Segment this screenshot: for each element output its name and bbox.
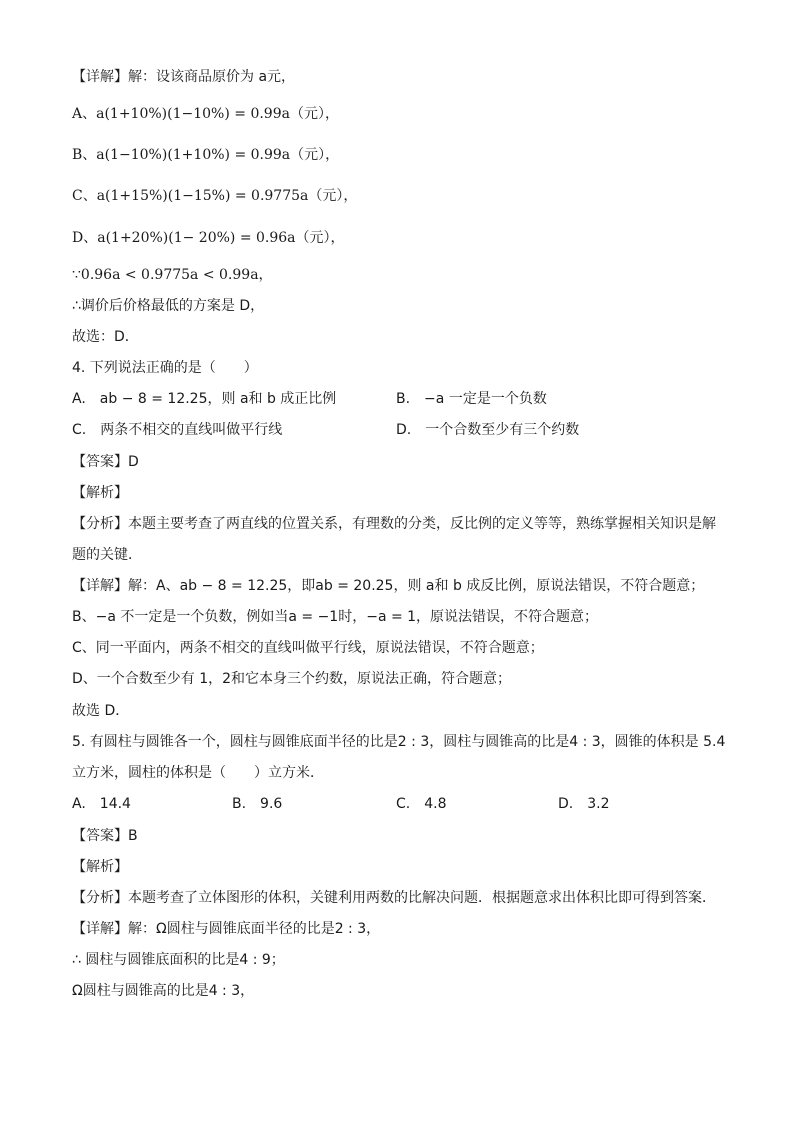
q5-answer: 【答案】B — [72, 828, 138, 844]
q4-answer: 【答案】D — [72, 454, 139, 470]
question-4-stem: 4. 下列说法正确的是（ ） — [72, 360, 258, 376]
calc-option-c: C、a(1+15%)(1−15%) = 0.9775a（元）， — [72, 188, 358, 204]
q5-analysis-line: 【分析】本题考查了立体图形的体积，关键利用两数的比解决问题．根据题意求出体积比即可得到答案． — [72, 890, 716, 906]
comparison-line: ∵0.96a < 0.9775a < 0.99a， — [72, 267, 273, 283]
question-5-stem-line-2: 立方米，圆柱的体积是（ ）立方米． — [72, 765, 324, 781]
q5-analysis-heading: 【解析】 — [72, 859, 128, 875]
q5-option-d: D. 3.2 — [558, 796, 610, 812]
q4-analysis-line-1: 【分析】本题主要考查了两直线的位置关系，有理数的分类，反比例的定义等等，熟练掌握相关知识是解 — [72, 516, 716, 532]
q4-analysis-heading: 【解析】 — [72, 485, 128, 501]
calc-option-b: B、a(1−10%)(1+10%) = 0.99a（元）， — [72, 147, 340, 163]
q4-option-b: B. −a 一定是一个负数 — [396, 391, 547, 407]
q4-option-c: C. 两条不相交的直线叫做平行线 — [72, 422, 283, 438]
q5-option-a: A. 14.4 — [72, 796, 131, 812]
q4-option-d: D. 一个合数至少有三个约数 — [396, 422, 580, 438]
q4-analysis-line-2: 题的关键． — [72, 547, 142, 563]
q5-option-b: B. 9.6 — [232, 796, 283, 812]
q4-option-a: A. ab − 8 = 12.25，则 a和 b 成正比例 — [72, 391, 337, 407]
answer-choice-line: 故选：D． — [72, 329, 139, 345]
calc-option-d: D、a(1+20%)(1− 20%) = 0.96a（元）， — [72, 230, 345, 246]
calc-option-a: A、a(1+10%)(1−10%) = 0.99a（元）， — [72, 106, 339, 122]
question-5-stem-line-1: 5. 有圆柱与圆锥各一个，圆柱与圆锥底面半径的比是2 : 3，圆柱与圆锥高的比是4 : 3，圆锥的体积是 5.4 — [72, 734, 726, 750]
q4-detail-a: 【详解】解：A、ab − 8 = 12.25，即ab = 20.25，则 a和 b 成反比例，原说法错误，不符合题意； — [72, 578, 705, 594]
q5-detail-line-3: Ω圆柱与圆锥高的比是4 : 3， — [72, 983, 255, 999]
solution-intro: 【详解】解：设该商品原价为 a元， — [72, 69, 296, 85]
q5-option-c: C. 4.8 — [396, 796, 447, 812]
q4-detail-d: D、一个合数至少有 1，2和它本身三个约数，原说法正确，符合题意； — [72, 671, 512, 687]
q4-detail-b: B、−a 不一定是一个负数，例如当a = −1时，−a = 1，原说法错误，不符合题意； — [72, 609, 599, 625]
q5-detail-line-2: ∴ 圆柱与圆锥底面积的比是4 : 9； — [72, 952, 285, 968]
q4-detail-c: C、同一平面内，两条不相交的直线叫做平行线，原说法错误，不符合题意； — [72, 640, 544, 656]
q4-choice: 故选 D． — [72, 703, 130, 719]
q5-detail-line-1: 【详解】解：Ω圆柱与圆锥底面半径的比是2 : 3， — [72, 921, 381, 937]
conclusion-line: ∴调价后价格最低的方案是 D， — [72, 298, 265, 314]
